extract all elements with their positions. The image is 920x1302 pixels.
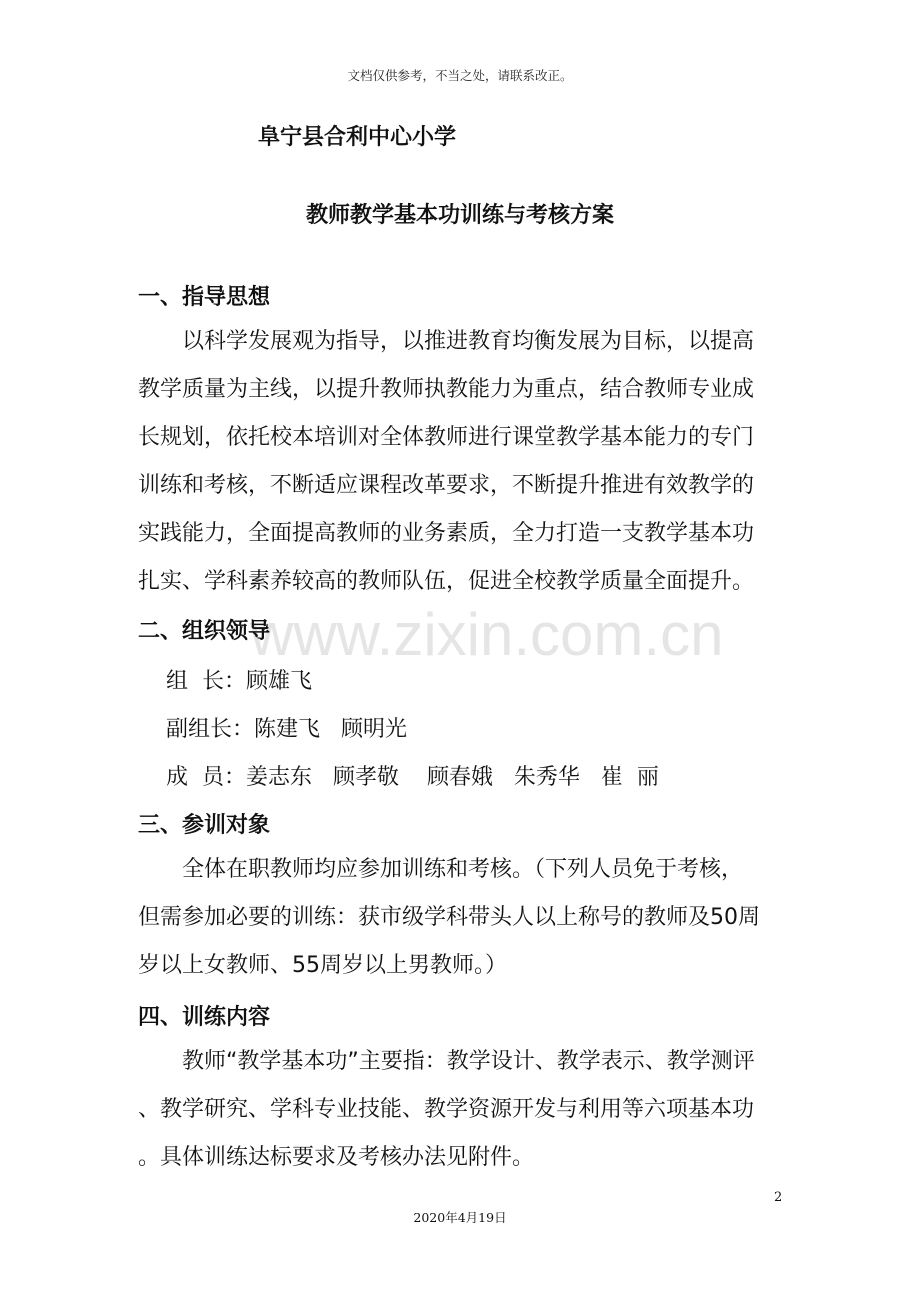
paragraph-line: 全体在职教师均应参加训练和考核。（下列人员免于考核， [138, 857, 744, 882]
paragraph-line: 以科学发展观为指导，以推进教育均衡发展为目标，以提高 [138, 329, 755, 354]
paragraph-line: 但需参加必要的训练：获市级学科带头人以上称号的教师及50周 [138, 905, 760, 930]
section-heading-organization: 二、组织领导 [138, 619, 271, 644]
paragraph-line: 教学质量为主线，以提升教师执教能力为重点，结合教师专业成 [138, 377, 755, 402]
section-heading-training-content: 四、训练内容 [138, 1005, 271, 1030]
header-note: 文档仅供参考，不当之处，请联系改正。 [347, 68, 573, 83]
school-name: 阜宁县合利中心小学 [258, 125, 457, 150]
paragraph-line: 教师“教学基本功”主要指：教学设计、教学表示、教学测评 [138, 1049, 755, 1074]
paragraph-line: 扎实、学科素养较高的教师队伍，促进全校教学质量全面提升。 [138, 569, 755, 594]
paragraph-line: 、教学研究、学科专业技能、教学资源开发与利用等六项基本功 [138, 1097, 755, 1122]
document-title: 教师教学基本功训练与考核方案 [305, 203, 614, 228]
section-heading-guiding-thought: 一、指导思想 [138, 285, 271, 310]
paragraph-line: 长规划，依托校本培训对全体教师进行课堂教学基本能力的专门 [138, 425, 755, 450]
paragraph-line: 实践能力，全面提高教师的业务素质，全力打造一支教学基本功 [138, 521, 755, 546]
paragraph-line: 。具体训练达标要求及考核办法见附件。 [138, 1145, 535, 1170]
page-number: 2 [774, 1190, 783, 1205]
section-body-training-content [138, 1038, 778, 1182]
paragraph-line: 岁以上女教师、55周岁以上男教师。） [138, 953, 507, 978]
deputy-leader-row: 副组长：陈建飞 顾明光 [166, 717, 407, 742]
section-body-participants [138, 846, 778, 990]
section-heading-participants: 三、参训对象 [138, 813, 271, 838]
footer-date: 2020年4月19日 [413, 1210, 507, 1225]
section-body-guiding-thought [138, 318, 778, 606]
members-row: 成 员：姜志东 顾孝敬 顾春娥 朱秀华 崔 丽 [166, 765, 659, 790]
leader-row: 组 长：顾雄飞 [166, 669, 312, 694]
paragraph-line: 训练和考核，不断适应课程改革要求，不断提升推进有效教学的 [138, 473, 755, 498]
watermark: www.zixin.com.cn [250, 601, 724, 668]
